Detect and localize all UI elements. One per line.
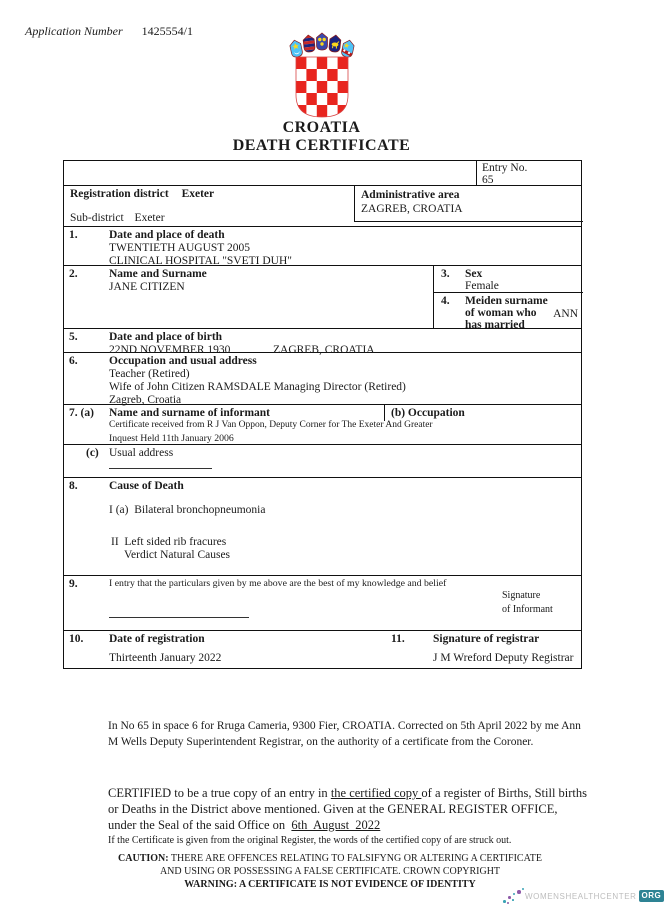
row-cause-of-death: [64, 478, 581, 576]
correction-note: In No 65 in space 6 for Rruga Cameria, 9300 Fier, CROATIA. Corrected on 5th April 2022 by me Ann M Wells Deputy Superintendent Registrar, on the authority of a certificate from the Coroner.: [108, 720, 581, 748]
row-date-place-of-death: [64, 227, 581, 266]
row-declaration: [64, 576, 581, 631]
registration-date-label: Date of registration: [109, 633, 205, 645]
administrative-area-value: ZAGREB, CROATIA: [361, 203, 463, 215]
field-number: 3.: [441, 268, 450, 280]
field-number: 8.: [69, 480, 78, 492]
warning-line: WARNING: A CERTIFICATE IS NOT EVIDENCE OF IDENTITY: [184, 879, 476, 890]
field-number: 6.: [69, 355, 78, 367]
watermark-org-badge: ORG: [639, 890, 664, 902]
administrative-area-label: Administrative area: [361, 189, 460, 201]
field-number: 7. (a): [69, 407, 94, 419]
maiden-value: ANN: [553, 308, 578, 320]
field-number: 4.: [441, 295, 450, 307]
registration-district-label: Registration district: [70, 188, 169, 200]
subdistrict-label: Sub-district: [70, 212, 124, 224]
maiden-label-line1: Meiden surname: [465, 295, 548, 307]
field-number: 1.: [69, 229, 78, 241]
watermark-dots-icon: [503, 887, 525, 905]
birth-place: ZAGREB, CROATIA: [273, 344, 375, 356]
informant-line2: Inquest Held 11th January 2006: [109, 433, 234, 444]
row-name-sex-maiden: [64, 266, 581, 329]
subdistrict-value: Exeter: [134, 212, 165, 224]
caution-line2: AND USING OR POSSESSING A FALSE CERTIFICATE. CROWN COPYRIGHT: [159, 866, 501, 877]
registration-district-value: Exeter: [181, 188, 215, 200]
occupation-line1: Teacher (Retired): [109, 368, 190, 380]
declaration-text: I entry that the particulars given by me above are the best of my knowledge and belief: [109, 578, 447, 589]
row-occupation-address: [64, 353, 581, 405]
informant-occupation-label: (b) Occupation: [391, 407, 465, 419]
maiden-label-line3: has married: [465, 319, 525, 331]
field-number: 2.: [69, 268, 78, 280]
informant-label: Name and surname of informant: [109, 407, 270, 419]
row-usual-address: [64, 445, 581, 478]
death-date: TWENTIETH AUGUST 2005: [109, 242, 250, 254]
name-value: JANE CITIZEN: [109, 281, 185, 293]
death-label: Date and place of death: [109, 229, 225, 241]
country-title: CROATIA: [282, 119, 361, 136]
cause-line3: Verdict Natural Causes: [124, 549, 231, 561]
watermark-logo: [503, 886, 664, 906]
registrar-label: Signature of registrar: [433, 633, 540, 645]
row-date-place-of-birth: [64, 329, 581, 356]
croatia-coat-of-arms-icon: [289, 33, 355, 124]
sex-cell: [434, 266, 583, 293]
informant-line1: Certificate received from R J Van Oppon, Deputy Corner for The Exeter And Greater: [109, 420, 433, 430]
name-label: Name and Surname: [109, 268, 207, 280]
occupation-line3: Zagreb, Croatia: [109, 394, 182, 406]
registration-date-value: Thirteenth January 2022: [109, 652, 222, 664]
cause-line2: II Left sided rib fracures: [111, 536, 227, 548]
watermark-text: WOMENSHEALTHCENTER: [525, 891, 637, 901]
field-number: 11.: [391, 633, 405, 645]
birth-label: Date and place of birth: [109, 331, 223, 343]
application-number-line: [25, 24, 193, 39]
field-number: 10.: [69, 633, 84, 645]
administrative-area-cell: [354, 186, 583, 222]
sex-maiden-column: [433, 266, 583, 331]
field-number: (c): [86, 447, 99, 459]
usual-address-blank-line: [109, 468, 212, 469]
maiden-label-line2: of woman who: [465, 307, 537, 319]
original-register-note: If the Certificate is given from the original Register, the words of the certified copy of are struck out.: [108, 835, 512, 846]
declaration-signature-line: [109, 617, 249, 618]
certified-statement: CERTIFIED to be a true copy of an entry in the certified copy of a register of Births, Still births or Deaths in the District above mentioned. Given at the GENERAL REGISTER OFFICE, under the Seal of the said Office on 6th August 2022: [108, 786, 591, 832]
informant-divider: [384, 405, 385, 421]
entry-number-cell: [476, 161, 581, 185]
application-number-value: 1425554/1: [141, 24, 194, 38]
occupation-label: Occupation and usual address: [109, 355, 257, 367]
sex-label: Sex: [465, 268, 483, 280]
cause-label: Cause of Death: [109, 480, 184, 492]
row-registration-date-registrar: [64, 631, 581, 668]
entry-number-label: Entry No.: [482, 162, 528, 174]
entry-number-value: 65: [482, 174, 494, 186]
certified-copy-underlined: the certified copy: [330, 786, 422, 800]
field-number: 9.: [69, 578, 78, 590]
maiden-surname-cell: [434, 293, 583, 331]
field-number: 5.: [69, 331, 78, 343]
caution-line1: CAUTION: THERE ARE OFFENCES RELATING TO FALSIFYNG OR ALTERING A CERTIFICATE: [118, 853, 542, 864]
certified-date-underlined: 6th August 2022: [291, 818, 381, 832]
usual-address-label: Usual address: [109, 447, 174, 459]
signature-of-informant-label: Signature of Informant: [502, 590, 553, 615]
registrar-value: J M Wreford Deputy Registrar: [433, 652, 574, 664]
row-registration-district: [64, 186, 581, 227]
certificate-table: [63, 160, 582, 669]
sex-value: Female: [465, 280, 499, 292]
application-number-label: Application Number: [25, 24, 123, 38]
row-informant: [64, 405, 581, 445]
birth-date: 22ND NOVEMBER 1930: [109, 344, 231, 356]
document-title: DEATH CERTIFICATE: [232, 137, 411, 154]
cause-line1: I (a) Bilateral bronchopneumonia: [109, 504, 266, 516]
row-entry-number: [64, 161, 581, 186]
death-place: CLINICAL HOSPITAL "SVETI DUH": [109, 255, 292, 267]
occupation-line2: Wife of John Citizen RAMSDALE Managing Director (Retired): [109, 381, 406, 393]
